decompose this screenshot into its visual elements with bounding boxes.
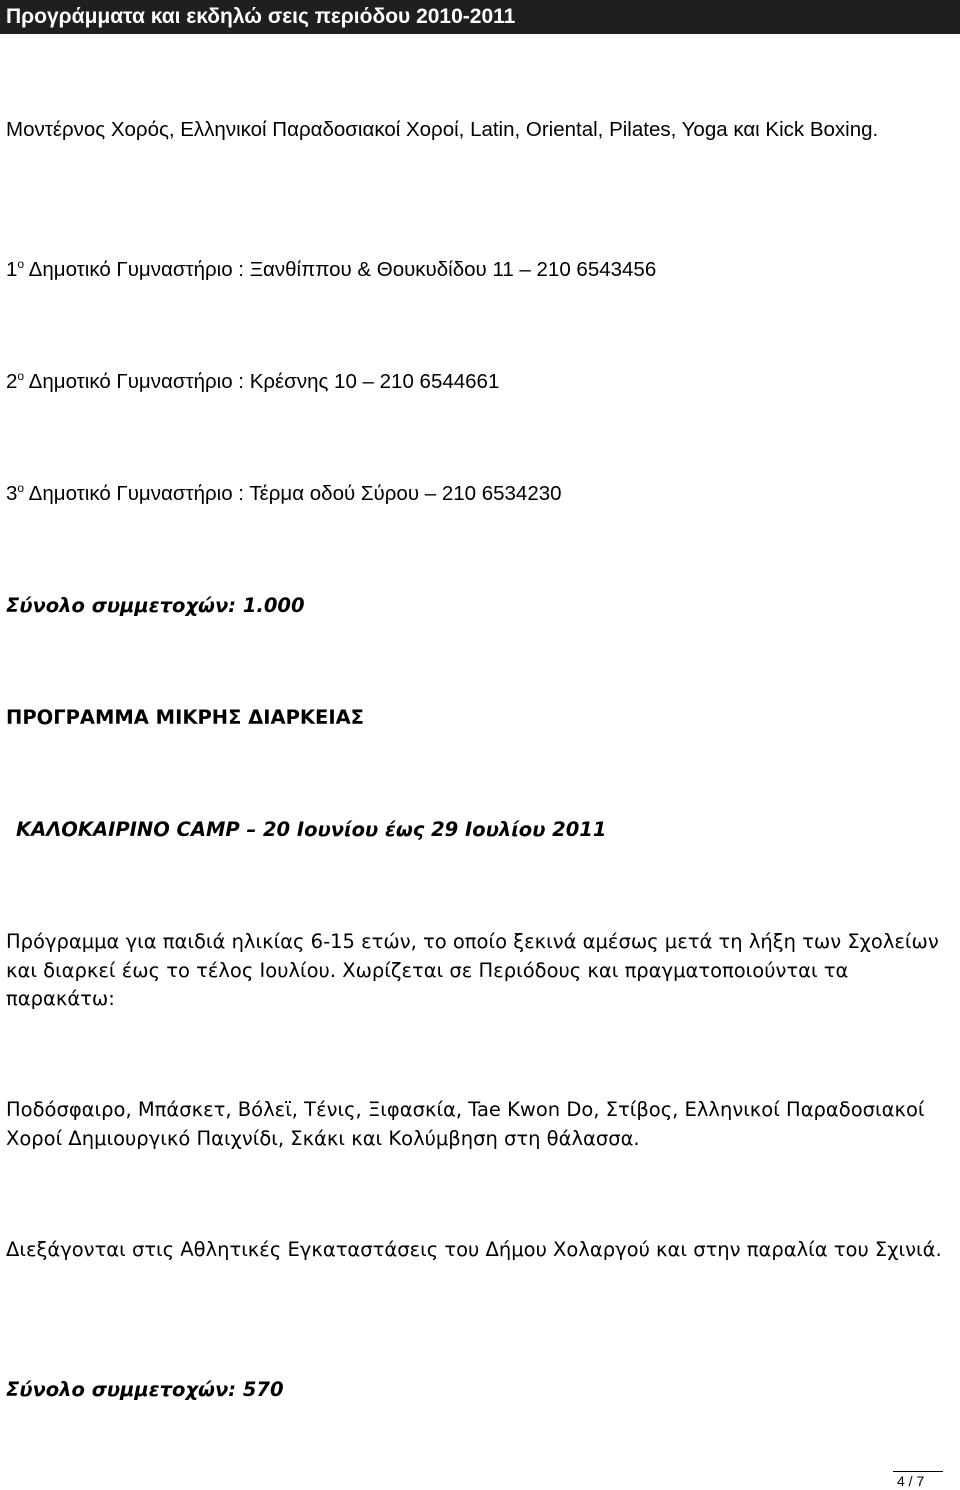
activities-paragraph: Μοντέρνος Χορός, Ελληνικοί Παραδοσιακοί Χοροί, Latin, Oriental, Pilates, Yoga και Kick Boxing. bbox=[6, 118, 879, 141]
gym-3-text: Δημοτικό Γυμναστήριο : Τέρμα οδού Σύρου – 210 6534230 bbox=[24, 482, 562, 505]
gym-3-ordinal: ο bbox=[17, 481, 25, 495]
gym-2-ordinal: ο bbox=[17, 369, 25, 383]
gym-2-paragraph bbox=[6, 368, 499, 397]
gym-1-number: 1 bbox=[6, 258, 18, 281]
total-participants-2: Σύνολο συμμετοχών: 570 bbox=[6, 1378, 284, 1401]
footer-divider bbox=[893, 1471, 943, 1472]
gym-1-paragraph bbox=[6, 256, 656, 285]
sports-list: Ποδόσφαιρο, Μπάσκετ, Βόλεϊ, Τένις, Ξιφασκία, Tae Kwon Do, Στίβος, Ελληνικοί Παραδοσιακοί Χοροί Δημιουργικό Παιχνίδι, Σκάκι και Κολύμβηση στη θάλασσα. bbox=[6, 1098, 925, 1150]
gym-1-text: Δημοτικό Γυμναστήριο : Ξανθίππου & Θουκυδίδου 11 – 210 6543456 bbox=[24, 258, 657, 281]
gym-2-number: 2 bbox=[6, 370, 18, 393]
gym-3-number: 3 bbox=[6, 482, 18, 505]
document-title: Προγράμματα και εκδηλώ σεις περιόδου 2010-2011 bbox=[0, 0, 960, 34]
short-program-heading: ΠΡΟΓΡΑΜΜΑ ΜΙΚΡΗΣ ΔΙΑΡΚΕΙΑΣ bbox=[6, 706, 365, 729]
venues-paragraph: Διεξάγονται στις Αθλητικές Εγκαταστάσεις του Δήμου Χολαργού και στην παραλία του Σχινιά. bbox=[6, 1238, 942, 1261]
gym-1-ordinal: ο bbox=[17, 257, 25, 271]
total-participants-1: Σύνολο συμμετοχών: 1.000 bbox=[6, 594, 305, 617]
program-description: Πρόγραμμα για παιδιά ηλικίας 6-15 ετών, το οποίο ξεκινά αμέσως μετά τη λήξη των Σχολείων και διαρκεί έως το τέλος Ιουλίου. Χωρίζεται σε Περιόδους και πραγματοποιούνται τα παρακάτω: bbox=[6, 930, 939, 1010]
gym-2-text: Δημοτικό Γυμναστήριο : Κρέσνης 10 – 210 6544661 bbox=[24, 370, 500, 393]
page-number: 4 / 7 bbox=[897, 1473, 925, 1489]
gym-3-paragraph bbox=[6, 480, 562, 509]
summer-camp-title: ΚΑΛΟΚΑΙΡΙΝΟ CAMP – 20 Ιουνίου έως 29 Ιουλίου 2011 bbox=[16, 818, 607, 841]
